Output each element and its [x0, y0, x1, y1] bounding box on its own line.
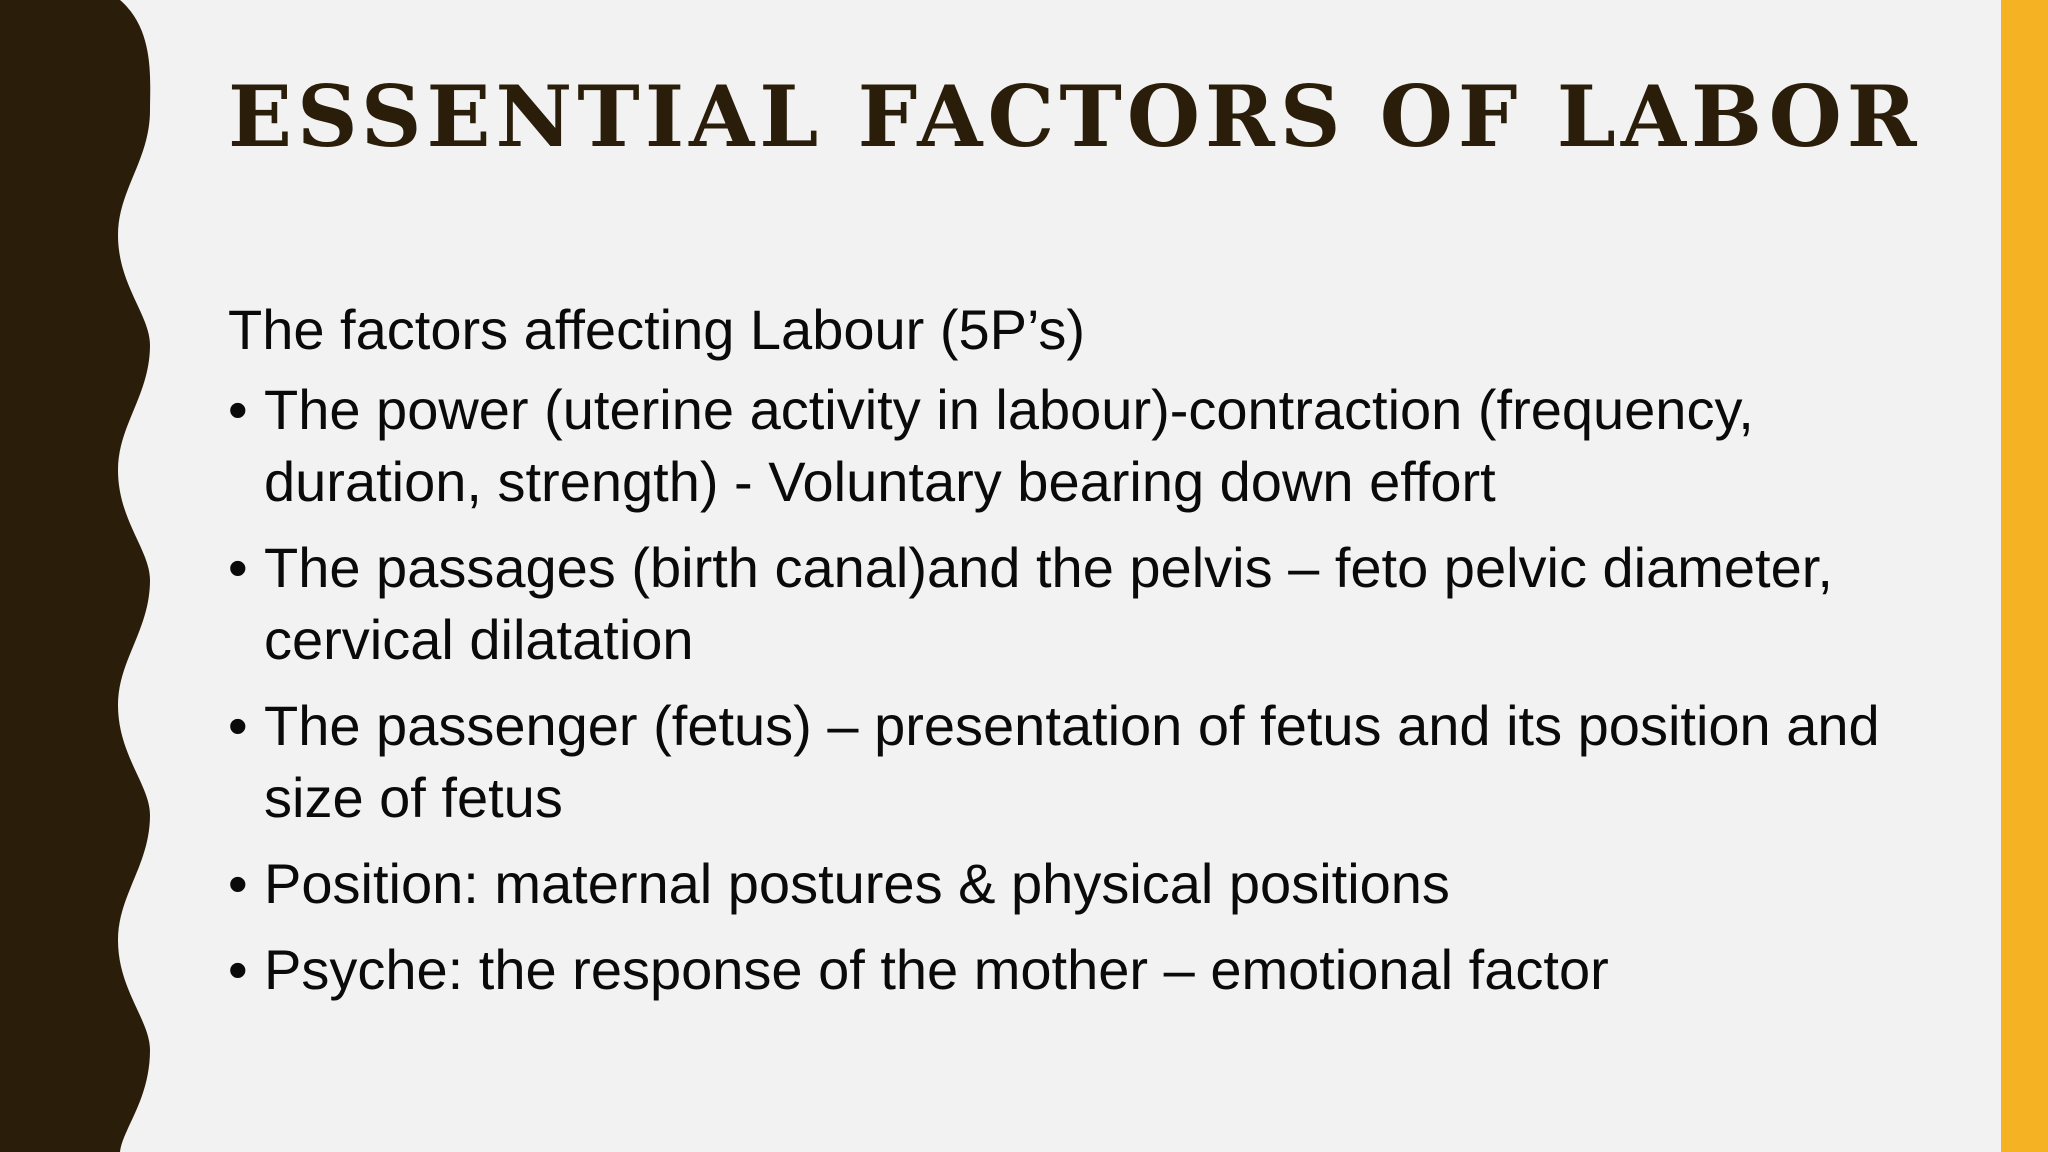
bullet-text: The passenger (fetus) – presentation of fetus and its position and size of fetus: [264, 694, 1880, 829]
bullet-item-passages: [228, 532, 1888, 676]
bullet-item-psyche: [228, 934, 1888, 1006]
left-wavy-band-decoration: [0, 0, 160, 1152]
wavy-band-shape: [0, 0, 150, 1152]
bullet-text: Psyche: the response of the mother – emotional factor: [264, 938, 1609, 1001]
bullet-marker: •: [228, 694, 248, 757]
bullet-item-position: [228, 848, 1888, 920]
bullet-list: [228, 374, 1888, 1006]
bullet-text: Position: maternal postures & physical positions: [264, 852, 1450, 915]
bullet-text: The power (uterine activity in labour)-contraction (frequency, duration, strength) - Voluntary bearing down effort: [264, 378, 1754, 513]
bullet-marker: •: [228, 852, 248, 915]
bullet-item-passenger: [228, 690, 1888, 834]
bullet-marker: •: [228, 536, 248, 599]
slide-body: [228, 290, 1888, 1020]
bullet-item-power: [228, 374, 1888, 518]
bullet-marker: •: [228, 938, 248, 1001]
right-accent-stripe: [2001, 0, 2048, 1152]
bullet-text: The passages (birth canal)and the pelvis – feto pelvic diameter, cervical dilatation: [264, 536, 1833, 671]
intro-text: The factors affecting Labour (5P’s): [228, 298, 1086, 361]
bullet-marker: •: [228, 378, 248, 441]
slide-title: ESSENTIAL FACTORS OF LABOR: [228, 67, 1922, 166]
